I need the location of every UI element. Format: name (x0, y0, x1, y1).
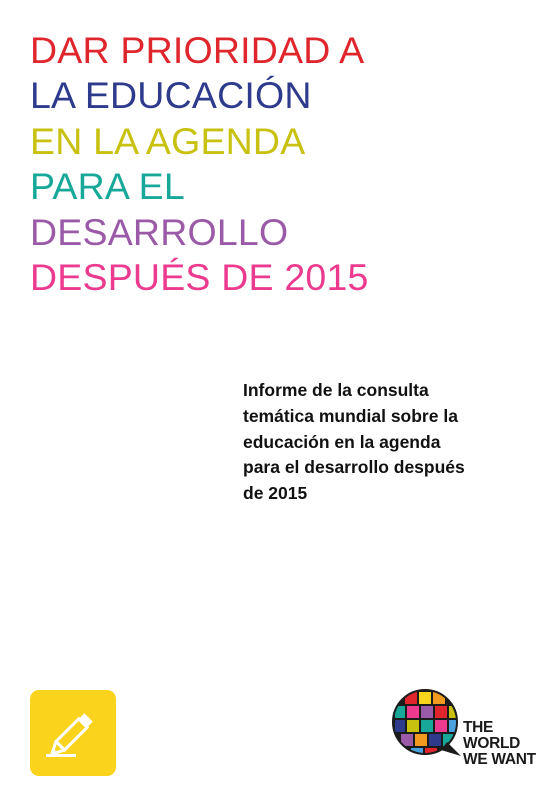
logo-wordmark (463, 720, 536, 768)
pencil-icon (30, 690, 116, 776)
title-line-5: DESARROLLO (30, 210, 289, 253)
subtitle-line-3: educación en la agenda (243, 431, 441, 452)
logo-line-1: THE (463, 719, 494, 736)
pencil-badge (30, 690, 116, 776)
title-line-6: DESPUÉS DE 2015 (30, 256, 369, 299)
title-line-2: LA EDUCACIÓN (30, 74, 312, 117)
subtitle-line-4: para el desarrollo después (243, 457, 465, 478)
logo-line-2: WORLD (463, 735, 521, 752)
title-line-1: DAR PRIORIDAD A (30, 29, 365, 71)
subtitle-line-1: Informe de la consulta (243, 380, 429, 400)
report-title (30, 28, 369, 300)
subtitle-line-2: temática mundial sobre la (243, 405, 458, 426)
the-world-we-want-logo (391, 686, 541, 781)
title-line-4: PARA EL (30, 165, 185, 208)
globe-icon (391, 686, 463, 758)
logo-line-3: WE WANT (463, 751, 536, 768)
title-line-3: EN LA AGENDA (30, 119, 306, 162)
report-subtitle (243, 378, 543, 507)
subtitle-line-5: de 2015 (243, 483, 308, 504)
